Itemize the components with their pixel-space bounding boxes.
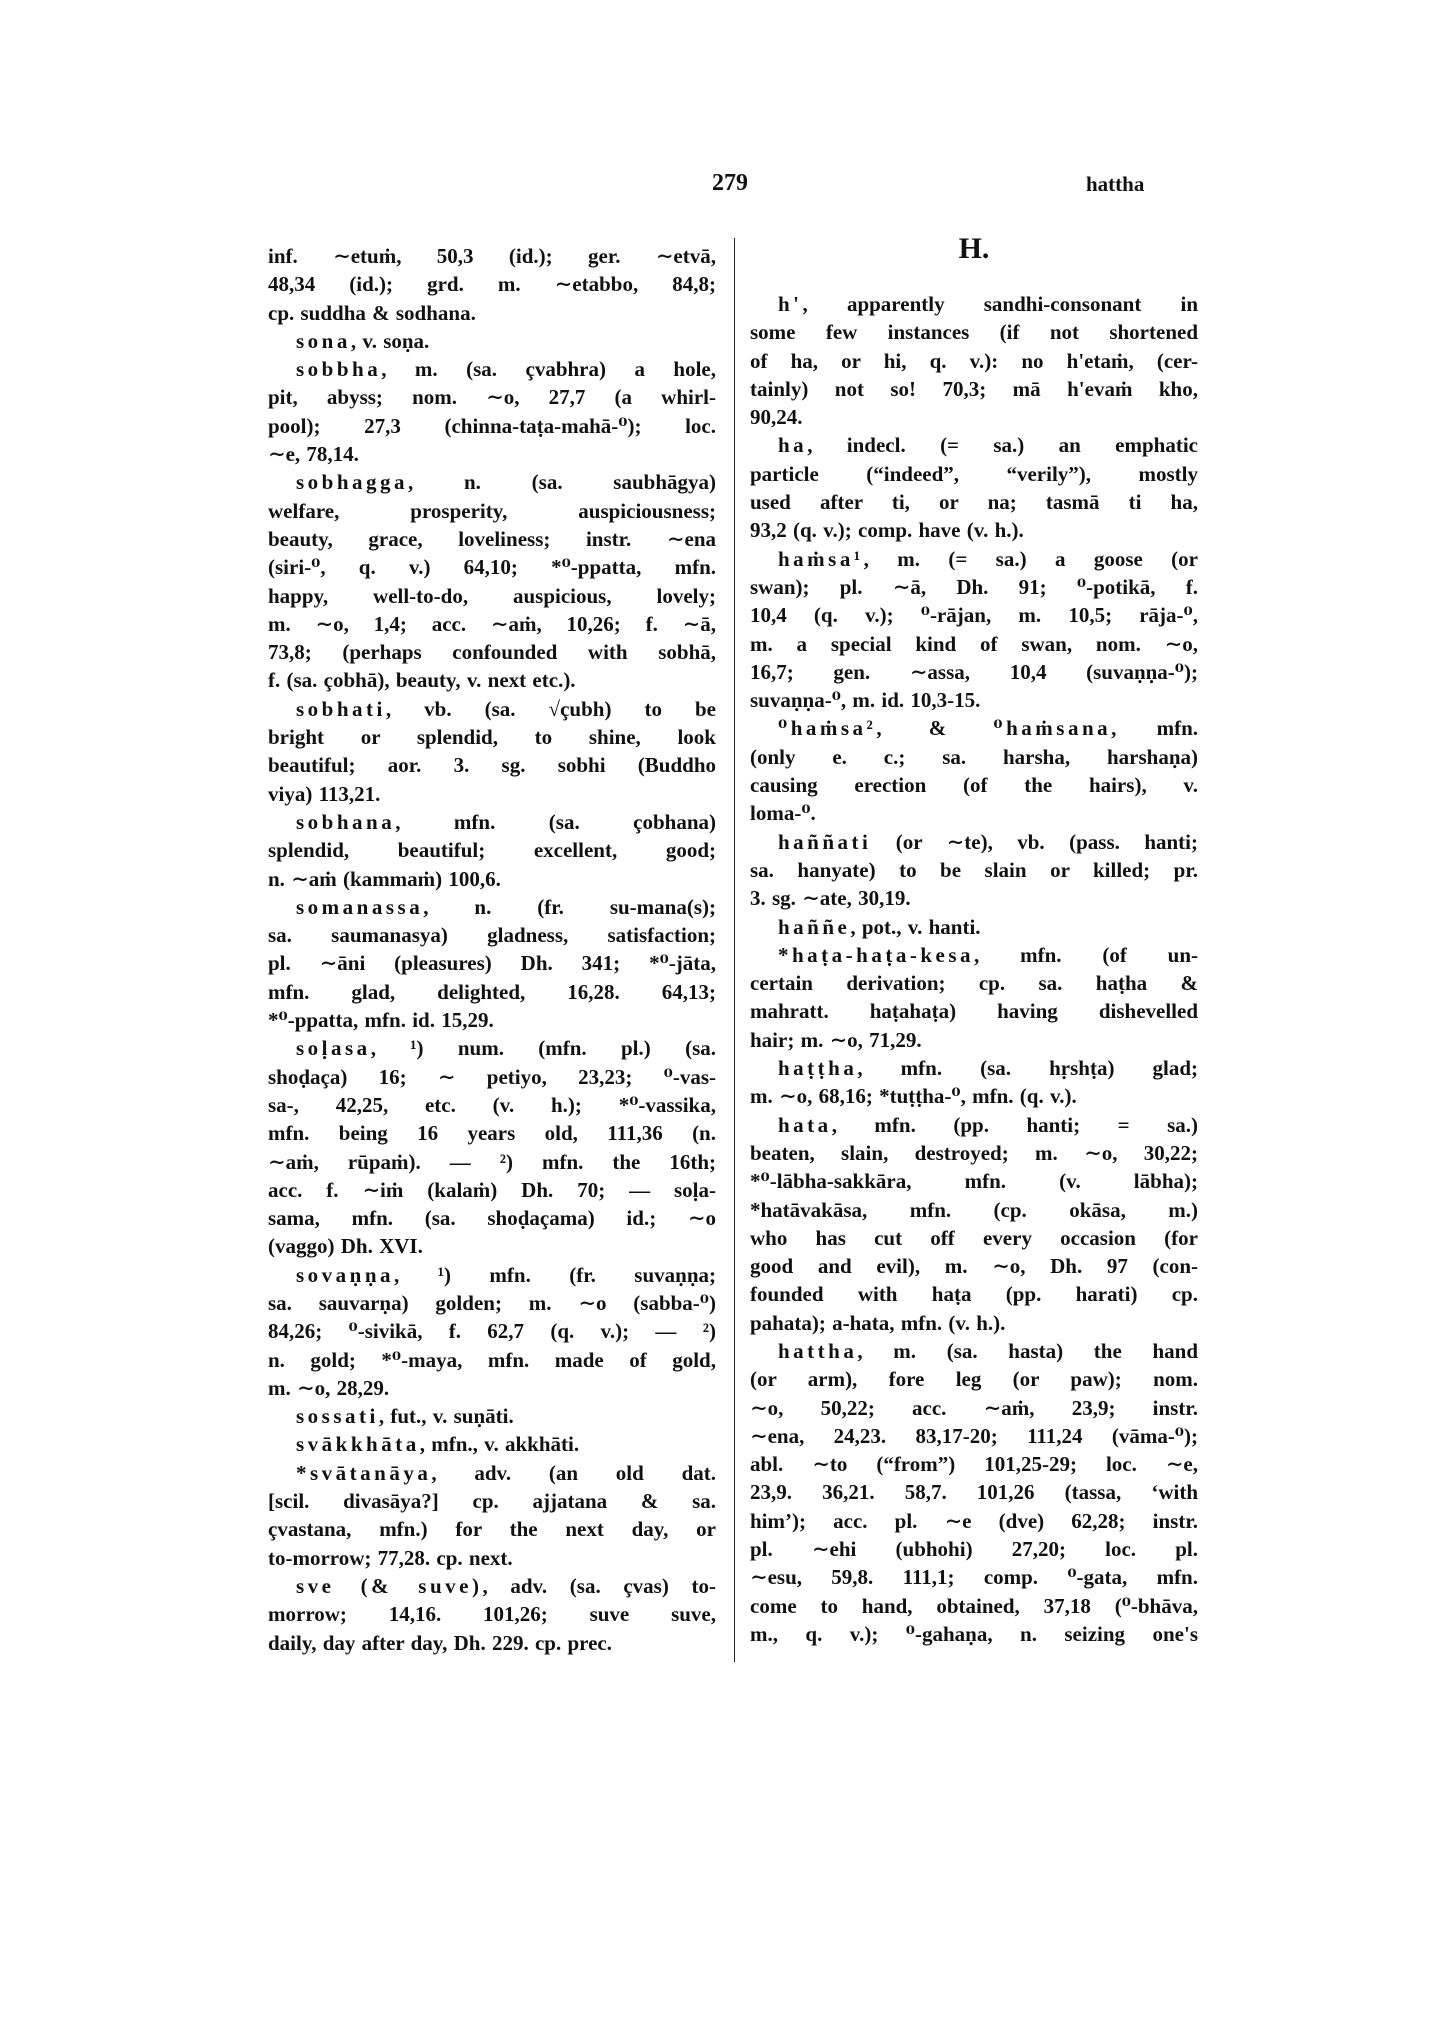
entry-text: certain derivation; cp. sa. haṭha & xyxy=(750,971,1198,996)
headword: svākkhāta xyxy=(296,1432,420,1457)
entry-text: , mfn. (pp. hanti; = sa.) xyxy=(831,1112,1198,1137)
entry-line xyxy=(750,799,1198,827)
entry-line xyxy=(750,828,1198,856)
entry-line xyxy=(268,497,716,525)
entry-text: , vb. (sa. √çubh) to be xyxy=(385,696,716,721)
page-number: 279 xyxy=(712,170,748,196)
entry-line xyxy=(750,403,1198,431)
entry-text: pl. ∼āni (pleasures) Dh. 341; *⁰-jāta, xyxy=(268,951,716,976)
entry-line xyxy=(750,941,1198,969)
left-column xyxy=(268,242,716,1657)
headword: hata xyxy=(778,1112,832,1137)
entry-line xyxy=(268,666,716,694)
headword: *haṭa-haṭa-kesa xyxy=(778,942,975,967)
entry-text: , mfn., v. akkhāti. xyxy=(419,1432,580,1457)
entry-line xyxy=(268,525,716,553)
entry-line xyxy=(268,299,716,327)
entry-text: , ¹) num. (mfn. pl.) (sa. xyxy=(370,1036,716,1061)
entry-text: , adv. (sa. çvas) to- xyxy=(482,1573,716,1598)
headword: soḷasa xyxy=(296,1036,371,1061)
entry-line xyxy=(268,1034,716,1062)
entry-line xyxy=(750,743,1198,771)
entry-line xyxy=(750,1224,1198,1252)
entry-line xyxy=(750,516,1198,544)
entry-line xyxy=(268,1544,716,1572)
dictionary-entry xyxy=(268,468,716,694)
entry-line xyxy=(268,355,716,383)
entry-text: tainly) not so! 70,3; mā h'evaṁ kho, xyxy=(750,376,1198,401)
entry-line xyxy=(268,1374,716,1402)
dictionary-entry xyxy=(750,941,1198,1054)
entry-line xyxy=(268,468,716,496)
entry-line xyxy=(268,808,716,836)
dictionary-entry xyxy=(750,714,1198,827)
entry-line xyxy=(268,1629,716,1657)
entry-line xyxy=(268,327,716,355)
entry-text: , ¹) mfn. (fr. suvaṇṇa; xyxy=(394,1262,716,1287)
entry-text: ∼aṁ, rūpaṁ). — ²) mfn. the 16th; xyxy=(268,1149,716,1174)
entry-text: , indecl. (= sa.) an emphatic xyxy=(807,433,1198,458)
entry-text: *⁰-lābha-sakkāra, mfn. (v. lābha); xyxy=(750,1169,1198,1194)
entry-text: m. ∼o, 28,29. xyxy=(268,1375,390,1400)
headword: sobbha xyxy=(296,357,382,382)
entry-text: pahata); a-hata, mfn. (v. h.). xyxy=(750,1310,1006,1335)
entry-text: (or ∼te), vb. (pass. hanti; xyxy=(871,829,1198,854)
entry-text: , m. (sa. çvabhra) a hole, xyxy=(381,357,716,382)
entry-line xyxy=(268,780,716,808)
entry-text: abl. ∼to (“from”) 101,25-29; loc. ∼e, xyxy=(750,1452,1198,1477)
entry-line xyxy=(268,610,716,638)
entry-text: n. ∼aṁ (kammaṁ) 100,6. xyxy=(268,866,501,891)
entry-line xyxy=(750,686,1198,714)
entry-text: m. ∼o, 68,16; *tuṭṭha-⁰, mfn. (q. v.). xyxy=(750,1084,1077,1109)
dictionary-entry xyxy=(268,808,716,893)
entry-line xyxy=(750,1478,1198,1506)
entry-text: 48,34 (id.); grd. m. ∼etabbo, 84,8; xyxy=(268,272,716,297)
headword: sossati xyxy=(296,1404,379,1429)
entry-text: splendid, beautiful; excellent, good; xyxy=(268,838,716,863)
entry-text: happy, well-to-do, auspicious, lovely; xyxy=(268,583,716,608)
entry-line xyxy=(750,1365,1198,1393)
entry-line xyxy=(750,1592,1198,1620)
entry-line xyxy=(268,270,716,298)
section-letter-heading: H. xyxy=(958,232,990,265)
entry-line xyxy=(268,1430,716,1458)
entry-line xyxy=(268,1289,716,1317)
entry-line xyxy=(268,638,716,666)
entry-line xyxy=(268,1487,716,1515)
entry-text: m. ∼o, 1,4; acc. ∼aṁ, 10,26; f. ∼ā, xyxy=(268,611,716,636)
entry-text: acc. f. ∼iṁ (kalaṁ) Dh. 70; — soḷa- xyxy=(268,1177,716,1202)
entry-text: 93,2 (q. v.); comp. have (v. h.). xyxy=(750,518,1024,543)
entry-line xyxy=(750,1026,1198,1054)
entry-text: welfare, prosperity, auspiciousness; xyxy=(268,498,716,523)
entry-text: mfn. being 16 years old, 111,36 (n. xyxy=(268,1121,716,1146)
headword: sobhati xyxy=(296,696,386,721)
dictionary-entry xyxy=(268,1459,716,1572)
entry-text: used after ti, or na; tasmā ti ha, xyxy=(750,490,1198,515)
entry-text: , mfn. xyxy=(1111,716,1198,741)
dictionary-entry xyxy=(750,431,1198,544)
entry-text: , n. (sa. saubhāgya) xyxy=(408,470,716,495)
entry-line xyxy=(268,751,716,779)
entry-text: , fut., v. suṇāti. xyxy=(378,1404,514,1429)
entry-text: pool); 27,3 (chinna-taṭa-mahā-⁰); loc. xyxy=(268,413,716,438)
entry-line xyxy=(750,431,1198,459)
entry-line xyxy=(750,1196,1198,1224)
headword: ⁰haṁsa², & ⁰haṁsana xyxy=(778,716,1112,741)
entry-line xyxy=(268,1204,716,1232)
dictionary-entry xyxy=(268,1034,716,1260)
entry-line xyxy=(268,978,716,1006)
entry-text: , mfn. (sa. çobhana) xyxy=(395,809,716,834)
entry-text: 16,7; gen. ∼assa, 10,4 (suvaṇṇa-⁰); xyxy=(750,659,1198,684)
entry-line xyxy=(750,1507,1198,1535)
entry-line xyxy=(750,1337,1198,1365)
entry-text: come to hand, obtained, 37,18 (⁰-bhāva, xyxy=(750,1593,1198,1618)
entry-line xyxy=(750,658,1198,686)
entry-text: ∼o, 50,22; acc. ∼aṁ, 23,9; instr. xyxy=(750,1395,1198,1420)
entry-text: ∼esu, 59,8. 111,1; comp. ⁰-gata, mfn. xyxy=(750,1565,1198,1590)
entry-line xyxy=(750,1111,1198,1139)
entry-text: çvastana, mfn.) for the next day, or xyxy=(268,1517,716,1542)
entry-line xyxy=(750,856,1198,884)
entry-line xyxy=(750,1054,1198,1082)
entry-line xyxy=(268,1176,716,1204)
headword: haṁsa¹ xyxy=(778,546,864,571)
entry-text: m. a special kind of swan, nom. ∼o, xyxy=(750,631,1198,656)
entry-line xyxy=(750,488,1198,516)
entry-text: 10,4 (q. v.); ⁰-rājan, m. 10,5; rāja-⁰, xyxy=(750,603,1198,628)
entry-text: viya) 113,21. xyxy=(268,781,381,806)
entry-line xyxy=(750,1167,1198,1195)
column-divider xyxy=(734,238,735,1662)
entry-text: sama, mfn. (sa. shoḍaçama) id.; ∼o xyxy=(268,1206,716,1231)
entry-text: ∼e, 78,14. xyxy=(268,442,359,467)
entry-line xyxy=(268,1317,716,1345)
entry-text: , apparently sandhi-consonant in xyxy=(802,292,1198,316)
entry-text: him’); acc. pl. ∼e (dve) 62,28; instr. xyxy=(750,1508,1198,1533)
entry-text: , mfn. (of un- xyxy=(974,942,1198,967)
entry-text: [scil. divasāya?] cp. ajjatana & sa. xyxy=(268,1489,716,1514)
entry-text: ∼ena, 24,23. 83,17-20; 111,24 (vāma-⁰); xyxy=(750,1423,1198,1448)
entry-line xyxy=(750,290,1198,318)
entry-line xyxy=(268,1600,716,1628)
entry-text: shoḍaça) 16; ∼ petiyo, 23,23; ⁰-vas- xyxy=(268,1064,716,1089)
entry-line xyxy=(268,383,716,411)
entry-line xyxy=(268,949,716,977)
entry-line xyxy=(268,1006,716,1034)
entry-text: sa. hanyate) to be slain or killed; pr. xyxy=(750,857,1198,882)
right-column xyxy=(750,290,1198,1648)
entry-line xyxy=(268,1091,716,1119)
headword: somanassa xyxy=(296,894,424,919)
entry-line xyxy=(750,714,1198,742)
entry-text: who has cut off every occasion (for xyxy=(750,1225,1198,1250)
entry-line xyxy=(750,460,1198,488)
entry-text: m., q. v.); ⁰-gahaṇa, n. seizing one's xyxy=(750,1621,1198,1646)
entry-text: , v. soṇa. xyxy=(350,328,430,353)
entry-line xyxy=(268,865,716,893)
entry-line xyxy=(750,1309,1198,1337)
entry-text: beauty, grace, loveliness; instr. ∼ena xyxy=(268,526,716,551)
entry-line xyxy=(268,695,716,723)
entry-line xyxy=(268,1063,716,1091)
entry-text: sa. saumanasya) gladness, satisfaction; xyxy=(268,923,716,948)
headword: *svātanāya xyxy=(296,1460,432,1485)
entry-line xyxy=(268,836,716,864)
dictionary-entry xyxy=(750,828,1198,913)
headword: ha xyxy=(778,433,808,458)
entry-text: , adv. (an old dat. xyxy=(431,1460,716,1485)
dictionary-entry xyxy=(268,355,716,468)
entry-text: daily, day after day, Dh. 229. cp. prec. xyxy=(268,1630,612,1655)
entry-line xyxy=(750,601,1198,629)
entry-line xyxy=(750,1620,1198,1648)
entry-line xyxy=(750,771,1198,799)
entry-text: good and evil), m. ∼o, Dh. 97 (con- xyxy=(750,1254,1198,1279)
headword: haññe xyxy=(778,914,851,939)
entry-text: mfn. glad, delighted, 16,28. 64,13; xyxy=(268,979,716,1004)
entry-text: beaten, slain, destroyed; m. ∼o, 30,22; xyxy=(750,1140,1198,1165)
entry-line xyxy=(268,1148,716,1176)
entry-line xyxy=(750,1535,1198,1563)
entry-line xyxy=(750,1422,1198,1450)
entry-line xyxy=(750,969,1198,997)
entry-text: (siri-⁰, q. v.) 64,10; *⁰-ppatta, mfn. xyxy=(268,555,716,580)
entry-text: 73,8; (perhaps confounded with sobhā, xyxy=(268,640,716,665)
headword: sovaṇṇa xyxy=(296,1262,395,1287)
dictionary-entry xyxy=(268,893,716,1034)
entry-line xyxy=(268,1119,716,1147)
headword: haññati xyxy=(778,829,872,854)
entry-text: mahratt. haṭahaṭa) having dishevelled xyxy=(750,999,1198,1024)
entry-line xyxy=(750,1139,1198,1167)
entry-text: 84,26; ⁰-sivikā, f. 62,7 (q. v.); — ²) xyxy=(268,1319,716,1344)
entry-line xyxy=(750,997,1198,1025)
entry-line xyxy=(268,1232,716,1260)
entry-line xyxy=(268,440,716,468)
entry-text: (or arm), fore leg (or paw); nom. xyxy=(750,1367,1198,1392)
entry-text: some few instances (if not shortened xyxy=(750,320,1198,345)
entry-text: suvaṇṇa-⁰, m. id. 10,3-15. xyxy=(750,688,981,713)
entry-line xyxy=(750,1563,1198,1591)
entry-text: 3. sg. ∼ate, 30,19. xyxy=(750,886,911,911)
entry-text: causing erection (of the hairs), v. xyxy=(750,773,1198,798)
entry-line xyxy=(268,1572,716,1600)
entry-text: , pot., v. hanti. xyxy=(850,914,981,939)
entry-text: f. (sa. çobhā), beauty, v. next etc.). xyxy=(268,668,576,693)
dictionary-entry xyxy=(268,695,716,808)
entry-line xyxy=(268,723,716,751)
entry-line xyxy=(750,884,1198,912)
dictionary-entry xyxy=(750,1337,1198,1648)
headword: sobhagga xyxy=(296,470,409,495)
dictionary-entry xyxy=(268,242,716,327)
dictionary-entry xyxy=(750,1054,1198,1111)
entry-text: , mfn. (sa. hṛshṭa) glad; xyxy=(857,1056,1198,1081)
entry-text: pl. ∼ehi (ubhohi) 27,20; loc. pl. xyxy=(750,1537,1198,1562)
entry-text: pit, abyss; nom. ∼o, 27,7 (a whirl- xyxy=(268,385,716,410)
entry-text: of ha, or hi, q. v.): no h'etaṁ, (cer- xyxy=(750,348,1198,373)
entry-text: cp. suddha & sodhana. xyxy=(268,300,476,325)
entry-text: sa. sauvarṇa) golden; m. ∼o (sabba-⁰) xyxy=(268,1290,716,1315)
headword: sobhana xyxy=(296,809,396,834)
running-head: hattha xyxy=(1086,172,1145,196)
entry-text: hair; m. ∼o, 71,29. xyxy=(750,1027,922,1052)
entry-line xyxy=(750,573,1198,601)
entry-line xyxy=(750,630,1198,658)
entry-line xyxy=(268,1515,716,1543)
entry-line xyxy=(268,553,716,581)
headword: sona xyxy=(296,328,351,353)
entry-text: sa-, 42,25, etc. (v. h.); *⁰-vassika, xyxy=(268,1092,716,1117)
entry-text: *⁰-ppatta, mfn. id. 15,29. xyxy=(268,1008,494,1033)
entry-text: to-morrow; 77,28. cp. next. xyxy=(268,1545,513,1570)
dictionary-entry xyxy=(750,290,1198,431)
dictionary-entry xyxy=(268,1402,716,1430)
entry-line xyxy=(750,913,1198,941)
entry-text: , n. (fr. su-mana(s); xyxy=(423,894,716,919)
entry-line xyxy=(750,1394,1198,1422)
entry-text: (vaggo) Dh. XVI. xyxy=(268,1234,423,1259)
entry-line xyxy=(268,1346,716,1374)
entry-text: n. gold; *⁰-maya, mfn. made of gold, xyxy=(268,1347,716,1372)
headword: hattha xyxy=(778,1338,858,1363)
entry-line xyxy=(268,412,716,440)
entry-line xyxy=(268,1402,716,1430)
entry-line xyxy=(268,893,716,921)
dictionary-entry xyxy=(268,327,716,355)
entry-line xyxy=(268,1261,716,1289)
headword: sve (& suve) xyxy=(296,1573,483,1598)
entry-line xyxy=(268,582,716,610)
entry-text: , m. (= sa.) a goose (or xyxy=(863,546,1198,571)
entry-text: beautiful; aor. 3. sg. sobhi (Buddho xyxy=(268,753,716,778)
dictionary-entry xyxy=(750,913,1198,941)
dictionary-entry xyxy=(268,1430,716,1458)
entry-text: *hatāvakāsa, mfn. (cp. okāsa, m.) xyxy=(750,1197,1198,1222)
entry-text: swan); pl. ∼ā, Dh. 91; ⁰-potikā, f. xyxy=(750,574,1198,599)
dictionary-entry xyxy=(268,1261,716,1402)
entry-line xyxy=(750,318,1198,346)
entry-line xyxy=(750,1280,1198,1308)
entry-line xyxy=(268,242,716,270)
entry-line xyxy=(750,1450,1198,1478)
entry-line xyxy=(750,545,1198,573)
entry-text: inf. ∼etuṁ, 50,3 (id.); ger. ∼etvā, xyxy=(268,244,716,268)
entry-text: 90,24. xyxy=(750,405,803,430)
entry-text: , m. (sa. hasta) the hand xyxy=(857,1338,1198,1363)
headword: haṭṭha xyxy=(778,1056,858,1081)
entry-line xyxy=(750,1252,1198,1280)
entry-line xyxy=(268,1459,716,1487)
entry-text: (only e. c.; sa. harsha, harshaṇa) xyxy=(750,744,1198,769)
entry-text: loma-⁰. xyxy=(750,801,816,826)
entry-line xyxy=(268,921,716,949)
entry-text: 23,9. 36,21. 58,7. 101,26 (tassa, ‘with xyxy=(750,1480,1198,1505)
entry-text: morrow; 14,16. 101,26; suve suve, xyxy=(268,1602,716,1627)
dictionary-entry xyxy=(268,1572,716,1657)
entry-line xyxy=(750,347,1198,375)
headword: h' xyxy=(778,292,803,316)
entry-line xyxy=(750,375,1198,403)
entry-line xyxy=(750,1082,1198,1110)
dictionary-entry xyxy=(750,1111,1198,1337)
dictionary-entry xyxy=(750,545,1198,715)
entry-text: bright or splendid, to shine, look xyxy=(268,725,716,750)
entry-text: founded with haṭa (pp. harati) cp. xyxy=(750,1282,1198,1307)
entry-text: particle (“indeed”, “verily”), mostly xyxy=(750,461,1198,486)
